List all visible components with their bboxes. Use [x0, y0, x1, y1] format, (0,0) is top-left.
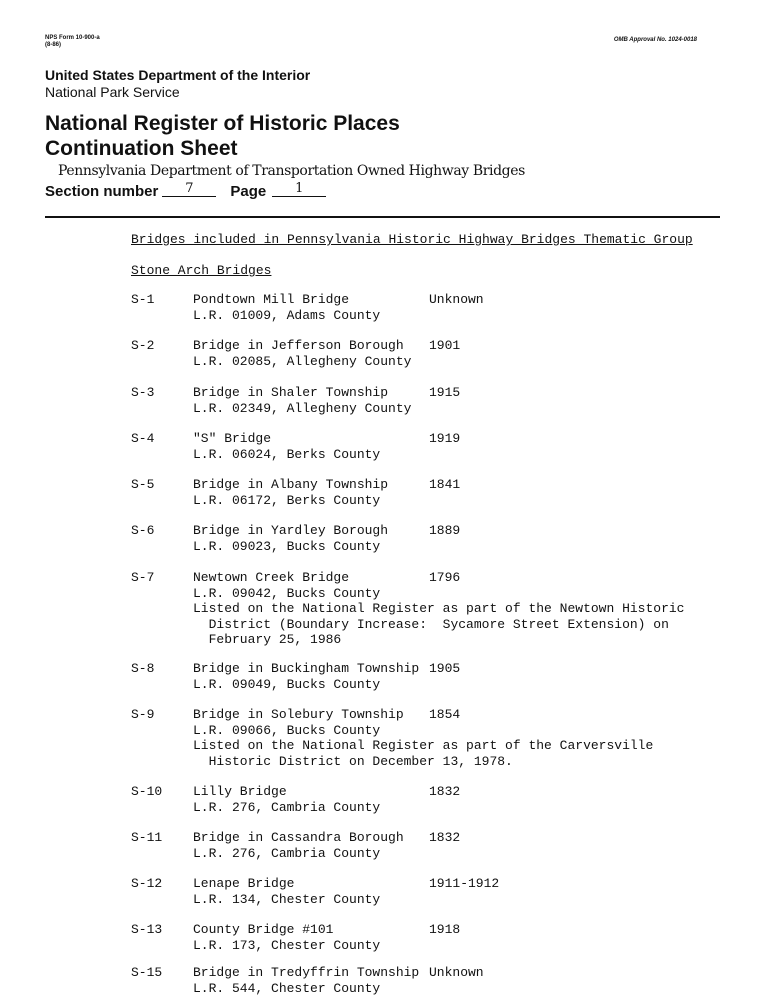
bridge-name: "S" Bridge: [193, 431, 272, 446]
bridge-number: S-3: [131, 385, 155, 400]
bridge-date: 1905: [429, 661, 461, 676]
bridge-route-county: L.R. 09049, Bucks County: [193, 676, 381, 692]
bridge-date: 1832: [429, 784, 461, 799]
bridge-number: S-15: [131, 965, 163, 980]
bridge-name: Bridge in Buckingham Township: [193, 661, 420, 676]
bridge-date: 1796: [429, 570, 461, 585]
bridge-name: Lilly Bridge: [193, 784, 287, 799]
bridge-number: S-4: [131, 431, 155, 446]
section-line: [45, 182, 326, 200]
bridge-route-county: L.R. 02085, Allegheny County: [193, 353, 412, 369]
bridge-route-county: L.R. 09066, Bucks County: [193, 722, 381, 738]
section-label: Section number: [45, 183, 159, 200]
form-id-line1: NPS Form 10-900-a: [45, 35, 100, 41]
department-name: United States Department of the Interior: [45, 67, 311, 83]
bridge-route-county: L.R. 09023, Bucks County: [193, 538, 381, 554]
bridge-number: S-13: [131, 922, 163, 937]
bridge-route-county: L.R. 173, Chester County: [193, 937, 381, 953]
bridge-date: 1918: [429, 922, 461, 937]
bridge-route-county: L.R. 276, Cambria County: [193, 845, 381, 861]
bridge-number: S-10: [131, 784, 163, 799]
bridge-date: 1889: [429, 523, 461, 538]
bridge-name: Bridge in Solebury Township: [193, 707, 404, 722]
subject-line: Pennsylvania Department of Transportation Owned Highway Bridges: [58, 163, 525, 179]
page-label: Page: [230, 183, 267, 200]
bridge-route-county: L.R. 01009, Adams County: [193, 307, 381, 323]
bridge-date: 1911-1912: [429, 876, 500, 891]
bridge-number: S-7: [131, 570, 155, 585]
department-block: [45, 67, 310, 101]
title-line2: Continuation Sheet: [45, 137, 238, 160]
bridge-name: Bridge in Jefferson Borough: [193, 338, 404, 353]
bridge-route-county: L.R. 06024, Berks County: [193, 446, 381, 462]
form-id-line2: (8-86): [45, 42, 62, 48]
bridge-date: 1854: [429, 707, 461, 722]
bridge-register-note: Listed on the National Register as part of the Newtown Historic District (Boundary Increase: Sycamore Street Extension) on February 25, 1986: [193, 601, 685, 647]
bridge-name: Pondtown Mill Bridge: [193, 292, 350, 307]
page-title: [45, 111, 400, 161]
bridge-number: S-12: [131, 876, 163, 891]
bridge-name: Bridge in Cassandra Borough: [193, 830, 404, 845]
bridge-register-note: Listed on the National Register as part of the Carversville Historic District on December 13, 1978.: [193, 738, 654, 769]
form-id: [45, 35, 100, 49]
bridge-date: 1901: [429, 338, 461, 353]
bridge-name: County Bridge #101: [193, 922, 334, 937]
bridge-date: Unknown: [429, 292, 484, 307]
bridge-name: Bridge in Albany Township: [193, 477, 389, 492]
page-number-value: 1: [272, 182, 326, 197]
bridge-route-county: L.R. 544, Chester County: [193, 980, 381, 996]
bridge-route-county: L.R. 02349, Allegheny County: [193, 400, 412, 416]
omb-approval: OMB Approval No. 1024-0018: [613, 37, 697, 43]
service-name: National Park Service: [45, 84, 180, 100]
bridge-number: S-1: [131, 292, 155, 307]
title-line1: National Register of Historic Places: [45, 112, 400, 135]
bridge-number: S-6: [131, 523, 155, 538]
bridge-number: S-2: [131, 338, 155, 353]
bridge-name: Bridge in Yardley Borough: [193, 523, 389, 538]
bridge-number: S-5: [131, 477, 155, 492]
bridge-name: Newtown Creek Bridge: [193, 570, 350, 585]
bridge-number: S-8: [131, 661, 155, 676]
bridge-route-county: L.R. 276, Cambria County: [193, 799, 381, 815]
bridge-date: 1841: [429, 477, 461, 492]
bridge-name: Lenape Bridge: [193, 876, 295, 891]
subsection-heading: Stone Arch Bridges: [131, 263, 272, 278]
bridge-number: S-9: [131, 707, 155, 722]
bridge-route-county: L.R. 09042, Bucks County: [193, 585, 381, 601]
group-heading: Bridges included in Pennsylvania Historic Highway Bridges Thematic Group: [131, 232, 693, 247]
bridge-name: Bridge in Shaler Township: [193, 385, 389, 400]
bridge-number: S-11: [131, 830, 163, 845]
bridge-route-county: L.R. 06172, Berks County: [193, 492, 381, 508]
bridge-date: 1919: [429, 431, 461, 446]
bridge-date: 1832: [429, 830, 461, 845]
bridge-route-county: L.R. 134, Chester County: [193, 891, 381, 907]
bridge-date: Unknown: [429, 965, 484, 980]
bridge-date: 1915: [429, 385, 461, 400]
bridge-name: Bridge in Tredyffrin Township: [193, 965, 420, 980]
section-number-value: 7: [162, 182, 216, 197]
header-divider: [45, 216, 720, 218]
